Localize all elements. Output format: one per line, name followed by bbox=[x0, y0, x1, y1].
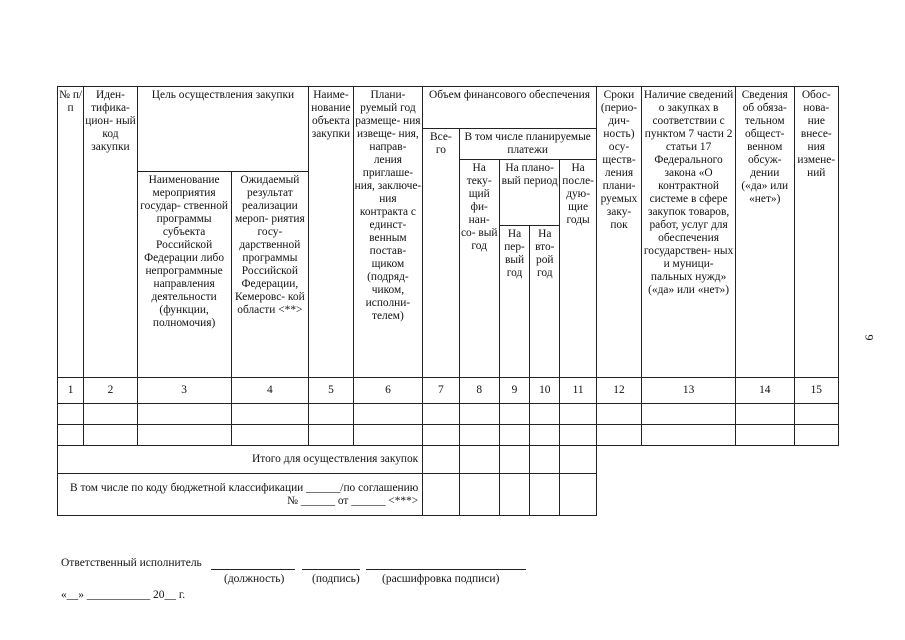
column-number: 2 bbox=[84, 378, 137, 404]
header-info-availability: Наличие сведений о закупках в соответствии с пунктом 7 части 2 статьи 17 Федерального закона «О контрактной системе в сфере закупок товаров, работ, услуг для обеспечения государствен- ных и муници- пальных нужд» («да» или «нет») bbox=[642, 87, 736, 378]
total-row bbox=[58, 446, 839, 474]
header-timing: Сроки (перио- дич- ность) осу- ществ- ления плани- руемых заку- пок bbox=[596, 87, 641, 378]
column-number: 6 bbox=[353, 378, 423, 404]
decoding-line bbox=[366, 557, 526, 570]
header-financing-group: Объем финансового обеспечения bbox=[423, 87, 597, 129]
column-number: 15 bbox=[794, 378, 838, 404]
column-number: 8 bbox=[459, 378, 499, 404]
header-purpose-group: Цель осуществления закупки bbox=[137, 87, 309, 172]
page-number: 9 bbox=[862, 334, 877, 341]
column-number: 12 bbox=[596, 378, 641, 404]
column-number: 13 bbox=[642, 378, 736, 404]
budget-code-row bbox=[58, 474, 839, 516]
header-change-justification: Обос- нова- ние внесе- ния измене- ний bbox=[794, 87, 838, 378]
column-number-row bbox=[58, 378, 839, 404]
header-procurement-id: Иден- тифика- цион- ный код закупки bbox=[84, 87, 137, 378]
date-line: «__» ___________ 20__ г. bbox=[61, 589, 186, 601]
header-first-year: На пер- вый год bbox=[499, 226, 529, 378]
budget-code-label: В том числе по коду бюджетной классификации ______/по соглашению № ______ от ______ <***> bbox=[58, 474, 423, 516]
total-label: Итого для осуществления закупок bbox=[58, 446, 423, 474]
header-subsequent-years: На после- дую- щие годы bbox=[560, 160, 596, 378]
header-object-name: Наиме- нование объекта закупки bbox=[309, 87, 353, 378]
signature-block bbox=[61, 556, 526, 570]
header-current-year: На теку- щий фи- нан- со- вый год bbox=[459, 160, 499, 378]
signature-caption: (подпись) bbox=[312, 573, 360, 585]
column-number: 1 bbox=[58, 378, 84, 404]
column-number: 11 bbox=[560, 378, 596, 404]
column-number: 4 bbox=[231, 378, 309, 404]
table-row bbox=[58, 425, 839, 446]
header-second-year: На вто- рой год bbox=[530, 226, 560, 378]
position-line bbox=[211, 557, 295, 570]
header-total: Все- го bbox=[423, 129, 459, 378]
column-number: 5 bbox=[309, 378, 353, 404]
column-number: 3 bbox=[137, 378, 231, 404]
decoding-caption: (расшифровка подписи) bbox=[382, 573, 500, 585]
position-caption: (должность) bbox=[224, 573, 285, 585]
column-number: 10 bbox=[530, 378, 560, 404]
header-program-activity: Наименование мероприятия государ- ственной программы субъекта Российской Федерации либо непрограммные направления деятельности (функции, полномочия) bbox=[137, 172, 231, 378]
header-planned-year: Плани- руемый год размеще- ния извеще- ния, направ- ления приглаше- ния, заключе- ния контракта с единст- венным постав- щиком (подряд- чиком, исполни- телем) bbox=[353, 87, 423, 378]
header-planning-period: На плано- вый период bbox=[499, 160, 560, 226]
procurement-plan-table bbox=[57, 86, 839, 516]
column-number: 9 bbox=[499, 378, 529, 404]
header-number: № п/п bbox=[58, 87, 84, 378]
column-number: 14 bbox=[736, 378, 795, 404]
column-number: 7 bbox=[423, 378, 459, 404]
signature-line bbox=[302, 557, 360, 570]
header-public-discussion: Сведения об обяза- тельном общест- венном обсуж- дении («да» или «нет») bbox=[736, 87, 795, 378]
table-row bbox=[58, 404, 839, 425]
header-payments-group: В том числе планируемые платежи bbox=[459, 129, 596, 160]
responsible-label: Ответственный исполнитель bbox=[61, 557, 202, 569]
header-expected-result: Ожидаемый результат реализации мероп- риятия госу- дарственной программы Российской Федерации, Кемеровс- кой области <**> bbox=[231, 172, 309, 378]
